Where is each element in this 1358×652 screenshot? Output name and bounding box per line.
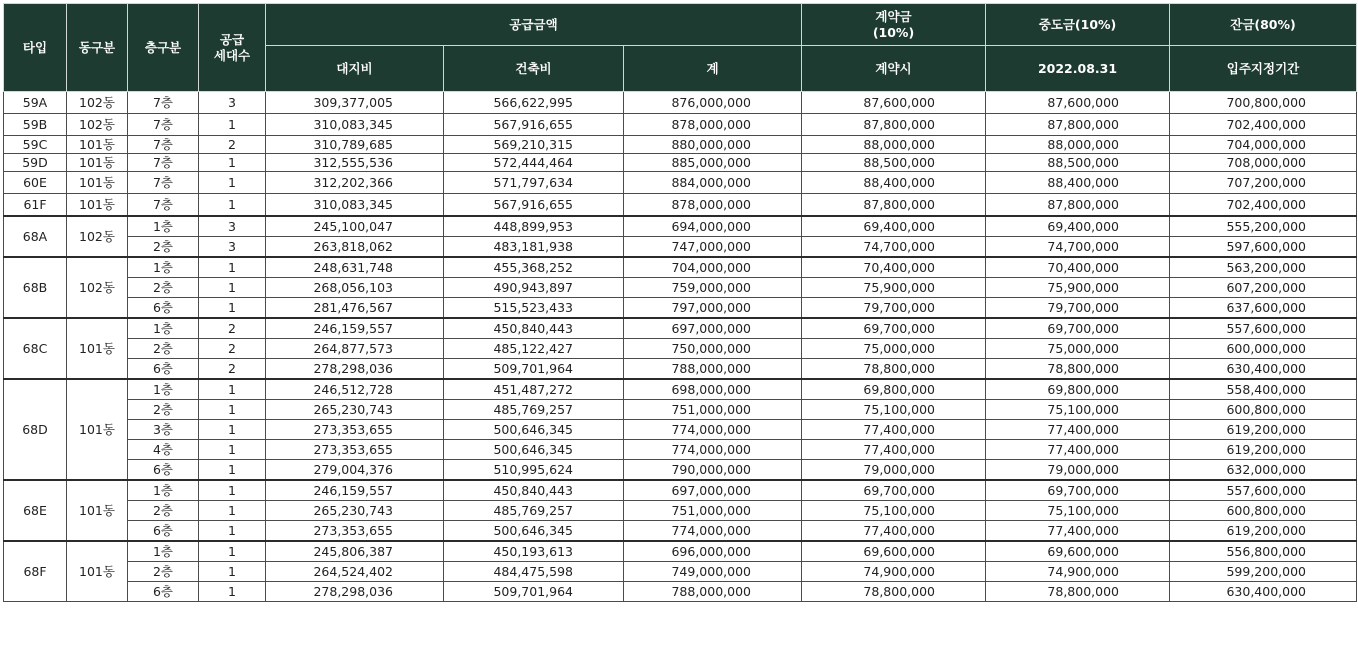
cell-deposit: 74,700,000 (802, 237, 986, 258)
cell-units: 1 (199, 298, 266, 319)
cell-middle-payment: 74,700,000 (986, 237, 1170, 258)
cell-total: 751,000,000 (624, 400, 802, 420)
cell-total: 698,000,000 (624, 379, 802, 400)
cell-middle-payment: 75,100,000 (986, 501, 1170, 521)
cell-deposit: 69,800,000 (802, 379, 986, 400)
cell-deposit: 69,600,000 (802, 541, 986, 562)
header-type: 타입 (4, 4, 67, 92)
cell-deposit: 88,500,000 (802, 154, 986, 172)
cell-middle-payment: 88,500,000 (986, 154, 1170, 172)
cell-floor: 7층 (128, 194, 199, 217)
cell-building-cost: 450,840,443 (444, 318, 624, 339)
cell-floor: 2층 (128, 501, 199, 521)
cell-middle-payment: 78,800,000 (986, 359, 1170, 380)
cell-deposit: 78,800,000 (802, 582, 986, 602)
cell-units: 1 (199, 379, 266, 400)
cell-balance: 700,800,000 (1170, 92, 1357, 114)
cell-building-cost: 451,487,272 (444, 379, 624, 400)
cell-floor: 6층 (128, 359, 199, 380)
table-row (4, 562, 1357, 582)
cell-balance: 563,200,000 (1170, 257, 1357, 278)
cell-land-cost: 312,555,536 (266, 154, 444, 172)
cell-total: 747,000,000 (624, 237, 802, 258)
table-row (4, 379, 1357, 400)
table-row (4, 92, 1357, 114)
header-deposit-timing: 계약시 (802, 46, 986, 92)
cell-land-cost: 278,298,036 (266, 359, 444, 380)
table-row (4, 136, 1357, 154)
cell-balance: 600,800,000 (1170, 400, 1357, 420)
header-total: 계 (624, 46, 802, 92)
cell-land-cost: 264,524,402 (266, 562, 444, 582)
cell-land-cost: 246,159,557 (266, 318, 444, 339)
table-row (4, 400, 1357, 420)
cell-type: 61F (4, 194, 67, 217)
cell-middle-payment: 69,800,000 (986, 379, 1170, 400)
cell-land-cost: 273,353,655 (266, 420, 444, 440)
cell-type: 68D (4, 379, 67, 480)
cell-total: 878,000,000 (624, 114, 802, 136)
cell-land-cost: 265,230,743 (266, 400, 444, 420)
cell-dong: 102동 (67, 114, 128, 136)
cell-floor: 6층 (128, 298, 199, 319)
cell-building-cost: 509,701,964 (444, 359, 624, 380)
cell-land-cost: 263,818,062 (266, 237, 444, 258)
cell-balance: 557,600,000 (1170, 318, 1357, 339)
cell-middle-payment: 69,700,000 (986, 318, 1170, 339)
header-land-cost: 대지비 (266, 46, 444, 92)
cell-land-cost: 246,159,557 (266, 480, 444, 501)
cell-balance: 619,200,000 (1170, 440, 1357, 460)
cell-type: 68B (4, 257, 67, 318)
cell-units: 1 (199, 278, 266, 298)
cell-total: 797,000,000 (624, 298, 802, 319)
cell-floor: 2층 (128, 400, 199, 420)
cell-units: 1 (199, 541, 266, 562)
cell-units: 1 (199, 154, 266, 172)
cell-total: 750,000,000 (624, 339, 802, 359)
cell-floor: 4층 (128, 440, 199, 460)
header-deposit: 계약금 (10%) (802, 4, 986, 46)
cell-middle-payment: 87,800,000 (986, 114, 1170, 136)
cell-type: 59D (4, 154, 67, 172)
header-middle-date: 2022.08.31 (986, 46, 1170, 92)
header-middle-payment: 중도금(10%) (986, 4, 1170, 46)
cell-type: 59C (4, 136, 67, 154)
cell-building-cost: 569,210,315 (444, 136, 624, 154)
cell-building-cost: 485,769,257 (444, 400, 624, 420)
cell-dong: 101동 (67, 136, 128, 154)
cell-floor: 6층 (128, 582, 199, 602)
cell-type: 59A (4, 92, 67, 114)
cell-land-cost: 310,083,345 (266, 114, 444, 136)
cell-dong: 102동 (67, 257, 128, 318)
cell-floor: 6층 (128, 521, 199, 542)
cell-floor: 7층 (128, 114, 199, 136)
cell-middle-payment: 69,600,000 (986, 541, 1170, 562)
cell-total: 774,000,000 (624, 420, 802, 440)
cell-dong: 101동 (67, 379, 128, 480)
table-row (4, 501, 1357, 521)
cell-floor: 7층 (128, 92, 199, 114)
cell-building-cost: 485,122,427 (444, 339, 624, 359)
cell-total: 876,000,000 (624, 92, 802, 114)
cell-dong: 101동 (67, 194, 128, 217)
cell-deposit: 88,000,000 (802, 136, 986, 154)
cell-balance: 599,200,000 (1170, 562, 1357, 582)
cell-land-cost: 246,512,728 (266, 379, 444, 400)
cell-balance: 607,200,000 (1170, 278, 1357, 298)
cell-total: 774,000,000 (624, 521, 802, 542)
cell-building-cost: 500,646,345 (444, 420, 624, 440)
cell-floor: 1층 (128, 480, 199, 501)
cell-deposit: 87,600,000 (802, 92, 986, 114)
cell-land-cost: 268,056,103 (266, 278, 444, 298)
cell-units: 3 (199, 92, 266, 114)
cell-deposit: 77,400,000 (802, 440, 986, 460)
cell-middle-payment: 79,700,000 (986, 298, 1170, 319)
cell-units: 3 (199, 237, 266, 258)
table-row (4, 298, 1357, 319)
cell-floor: 7층 (128, 154, 199, 172)
cell-floor: 2층 (128, 562, 199, 582)
cell-units: 1 (199, 257, 266, 278)
cell-balance: 619,200,000 (1170, 420, 1357, 440)
cell-land-cost: 273,353,655 (266, 521, 444, 542)
cell-total: 749,000,000 (624, 562, 802, 582)
table-body (4, 92, 1357, 602)
table-row (4, 216, 1357, 237)
cell-balance: 702,400,000 (1170, 114, 1357, 136)
cell-balance: 557,600,000 (1170, 480, 1357, 501)
cell-balance: 555,200,000 (1170, 216, 1357, 237)
cell-deposit: 77,400,000 (802, 521, 986, 542)
cell-deposit: 75,100,000 (802, 400, 986, 420)
cell-building-cost: 566,622,995 (444, 92, 624, 114)
cell-middle-payment: 87,600,000 (986, 92, 1170, 114)
cell-land-cost: 281,476,567 (266, 298, 444, 319)
cell-building-cost: 509,701,964 (444, 582, 624, 602)
cell-balance: 707,200,000 (1170, 172, 1357, 194)
cell-land-cost: 278,298,036 (266, 582, 444, 602)
cell-floor: 6층 (128, 460, 199, 481)
cell-deposit: 88,400,000 (802, 172, 986, 194)
cell-deposit: 87,800,000 (802, 114, 986, 136)
cell-middle-payment: 79,000,000 (986, 460, 1170, 481)
cell-deposit: 75,100,000 (802, 501, 986, 521)
cell-building-cost: 450,840,443 (444, 480, 624, 501)
cell-building-cost: 515,523,433 (444, 298, 624, 319)
cell-land-cost: 309,377,005 (266, 92, 444, 114)
cell-land-cost: 312,202,366 (266, 172, 444, 194)
table-row (4, 480, 1357, 501)
cell-units: 1 (199, 420, 266, 440)
cell-dong: 102동 (67, 92, 128, 114)
cell-middle-payment: 75,900,000 (986, 278, 1170, 298)
cell-building-cost: 450,193,613 (444, 541, 624, 562)
cell-building-cost: 490,943,897 (444, 278, 624, 298)
cell-building-cost: 510,995,624 (444, 460, 624, 481)
cell-building-cost: 484,475,598 (444, 562, 624, 582)
cell-dong: 101동 (67, 541, 128, 602)
cell-floor: 2층 (128, 278, 199, 298)
cell-floor: 7층 (128, 172, 199, 194)
cell-middle-payment: 74,900,000 (986, 562, 1170, 582)
cell-middle-payment: 70,400,000 (986, 257, 1170, 278)
cell-dong: 102동 (67, 216, 128, 257)
cell-dong: 101동 (67, 154, 128, 172)
cell-building-cost: 567,916,655 (444, 194, 624, 217)
cell-floor: 1층 (128, 541, 199, 562)
cell-land-cost: 279,004,376 (266, 460, 444, 481)
cell-floor: 2층 (128, 237, 199, 258)
table-row (4, 582, 1357, 602)
cell-land-cost: 273,353,655 (266, 440, 444, 460)
cell-units: 1 (199, 114, 266, 136)
table-row (4, 541, 1357, 562)
header-floor: 층구분 (128, 4, 199, 92)
cell-balance: 630,400,000 (1170, 582, 1357, 602)
cell-middle-payment: 88,000,000 (986, 136, 1170, 154)
cell-type: 68F (4, 541, 67, 602)
cell-floor: 1층 (128, 318, 199, 339)
cell-type: 68C (4, 318, 67, 379)
cell-building-cost: 500,646,345 (444, 440, 624, 460)
table-row (4, 237, 1357, 258)
cell-floor: 1층 (128, 379, 199, 400)
cell-dong: 101동 (67, 480, 128, 541)
cell-balance: 619,200,000 (1170, 521, 1357, 542)
cell-balance: 632,000,000 (1170, 460, 1357, 481)
cell-total: 878,000,000 (624, 194, 802, 217)
cell-floor: 1층 (128, 257, 199, 278)
table-row (4, 154, 1357, 172)
cell-land-cost: 248,631,748 (266, 257, 444, 278)
table-row (4, 460, 1357, 481)
cell-balance: 630,400,000 (1170, 359, 1357, 380)
cell-dong: 101동 (67, 172, 128, 194)
cell-land-cost: 245,806,387 (266, 541, 444, 562)
cell-middle-payment: 75,000,000 (986, 339, 1170, 359)
cell-units: 2 (199, 136, 266, 154)
cell-deposit: 79,000,000 (802, 460, 986, 481)
cell-units: 1 (199, 501, 266, 521)
cell-units: 2 (199, 318, 266, 339)
cell-units: 1 (199, 172, 266, 194)
cell-units: 1 (199, 480, 266, 501)
cell-deposit: 75,000,000 (802, 339, 986, 359)
cell-units: 1 (199, 460, 266, 481)
cell-balance: 637,600,000 (1170, 298, 1357, 319)
header-supply-amount: 공급금액 (266, 4, 802, 46)
cell-total: 790,000,000 (624, 460, 802, 481)
table-row (4, 521, 1357, 542)
cell-land-cost: 245,100,047 (266, 216, 444, 237)
cell-deposit: 69,700,000 (802, 480, 986, 501)
cell-total: 694,000,000 (624, 216, 802, 237)
cell-middle-payment: 69,700,000 (986, 480, 1170, 501)
cell-type: 68A (4, 216, 67, 257)
cell-deposit: 74,900,000 (802, 562, 986, 582)
cell-units: 1 (199, 194, 266, 217)
cell-building-cost: 567,916,655 (444, 114, 624, 136)
table-row (4, 278, 1357, 298)
cell-balance: 597,600,000 (1170, 237, 1357, 258)
cell-land-cost: 310,789,685 (266, 136, 444, 154)
cell-total: 697,000,000 (624, 480, 802, 501)
cell-land-cost: 265,230,743 (266, 501, 444, 521)
cell-middle-payment: 87,800,000 (986, 194, 1170, 217)
cell-balance: 704,000,000 (1170, 136, 1357, 154)
cell-middle-payment: 77,400,000 (986, 440, 1170, 460)
cell-deposit: 87,800,000 (802, 194, 986, 217)
cell-middle-payment: 77,400,000 (986, 521, 1170, 542)
cell-balance: 556,800,000 (1170, 541, 1357, 562)
cell-total: 788,000,000 (624, 359, 802, 380)
cell-units: 1 (199, 582, 266, 602)
cell-balance: 600,800,000 (1170, 501, 1357, 521)
cell-type: 68E (4, 480, 67, 541)
cell-units: 2 (199, 359, 266, 380)
cell-middle-payment: 78,800,000 (986, 582, 1170, 602)
cell-dong: 101동 (67, 318, 128, 379)
table-header (4, 4, 1357, 92)
cell-land-cost: 264,877,573 (266, 339, 444, 359)
cell-floor: 1층 (128, 216, 199, 237)
table-row (4, 339, 1357, 359)
cell-building-cost: 455,368,252 (444, 257, 624, 278)
cell-balance: 708,000,000 (1170, 154, 1357, 172)
cell-middle-payment: 75,100,000 (986, 400, 1170, 420)
cell-total: 704,000,000 (624, 257, 802, 278)
cell-total: 884,000,000 (624, 172, 802, 194)
cell-total: 751,000,000 (624, 501, 802, 521)
header-balance: 잔금(80%) (1170, 4, 1357, 46)
cell-floor: 7층 (128, 136, 199, 154)
cell-deposit: 69,700,000 (802, 318, 986, 339)
cell-building-cost: 485,769,257 (444, 501, 624, 521)
cell-total: 696,000,000 (624, 541, 802, 562)
cell-total: 880,000,000 (624, 136, 802, 154)
cell-units: 1 (199, 521, 266, 542)
cell-floor: 2층 (128, 339, 199, 359)
cell-floor: 3층 (128, 420, 199, 440)
cell-deposit: 77,400,000 (802, 420, 986, 440)
cell-units: 1 (199, 400, 266, 420)
header-dong: 동구분 (67, 4, 128, 92)
cell-building-cost: 500,646,345 (444, 521, 624, 542)
table-row (4, 420, 1357, 440)
supply-price-table (3, 3, 1357, 602)
table-row (4, 114, 1357, 136)
cell-deposit: 78,800,000 (802, 359, 986, 380)
cell-units: 2 (199, 339, 266, 359)
cell-middle-payment: 88,400,000 (986, 172, 1170, 194)
table-row (4, 359, 1357, 380)
cell-middle-payment: 77,400,000 (986, 420, 1170, 440)
cell-building-cost: 571,797,634 (444, 172, 624, 194)
cell-deposit: 75,900,000 (802, 278, 986, 298)
table-row (4, 440, 1357, 460)
header-building-cost: 건축비 (444, 46, 624, 92)
cell-balance: 702,400,000 (1170, 194, 1357, 217)
cell-units: 1 (199, 440, 266, 460)
cell-total: 788,000,000 (624, 582, 802, 602)
cell-total: 697,000,000 (624, 318, 802, 339)
header-units: 공급 세대수 (199, 4, 266, 92)
cell-total: 759,000,000 (624, 278, 802, 298)
cell-deposit: 79,700,000 (802, 298, 986, 319)
table-row (4, 172, 1357, 194)
cell-building-cost: 572,444,464 (444, 154, 624, 172)
table-row (4, 318, 1357, 339)
cell-total: 774,000,000 (624, 440, 802, 460)
cell-type: 60E (4, 172, 67, 194)
cell-total: 885,000,000 (624, 154, 802, 172)
cell-land-cost: 310,083,345 (266, 194, 444, 217)
cell-deposit: 69,400,000 (802, 216, 986, 237)
cell-balance: 600,000,000 (1170, 339, 1357, 359)
cell-balance: 558,400,000 (1170, 379, 1357, 400)
cell-building-cost: 483,181,938 (444, 237, 624, 258)
cell-middle-payment: 69,400,000 (986, 216, 1170, 237)
header-balance-timing: 입주지정기간 (1170, 46, 1357, 92)
cell-deposit: 70,400,000 (802, 257, 986, 278)
cell-type: 59B (4, 114, 67, 136)
table-row (4, 194, 1357, 217)
table-row (4, 257, 1357, 278)
cell-building-cost: 448,899,953 (444, 216, 624, 237)
cell-units: 1 (199, 562, 266, 582)
cell-units: 3 (199, 216, 266, 237)
